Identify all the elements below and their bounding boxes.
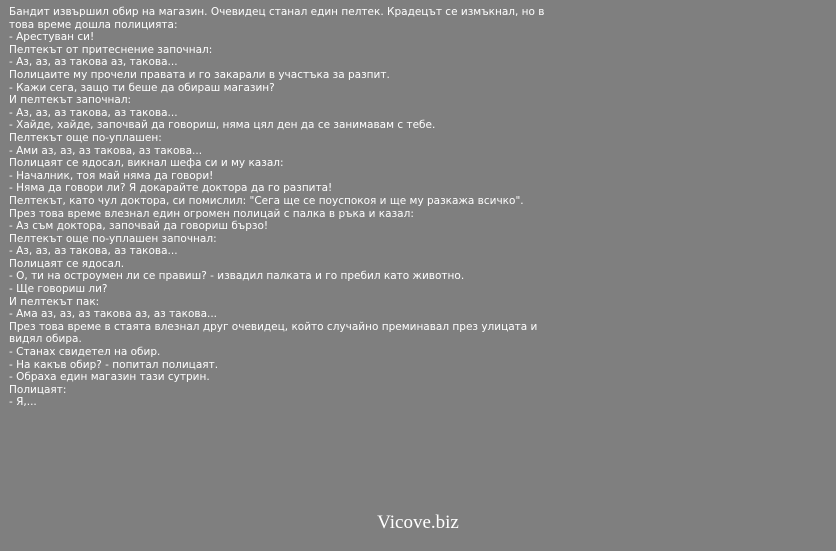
joke-text: Бандит извършил обир на магазин. Очевидец станал един пелтек. Крадецът се измъкнал, но в това време дошла полицията: - Арестуван си! Пелтекът от притеснение започнал: - Аз, аз, аз такова аз, такова... Полицаите му прочели правата и го закарали в участъка за разпит. - Кажи сега, защо ти беше да обираш магазин? И пелтекът започнал: - Аз, аз, аз такова, аз такова... - Хайде, хайде, започвай да говориш, няма цял ден да се занимавам с тебе. Пелтекът още по-уплашен: - Ами аз, аз, аз такова, аз такова... Полицаят се ядосал, викнал шефа си и му казал: - Началник, тоя май няма да говори! - Няма да говори ли? Я докарайте доктора да го разпита! Пелтекът, като чул доктора, си помислил: "Сега ще се поуспокоя и ще му разкажа всичко". През това време влезнал един огромен полицай с палка в ръка и казал: - Аз съм доктора, започвай да говориш бързо! Пелтекът още по-уплашен започнал: - Аз, аз, аз такова, аз такова... Полицаят се ядосал. - О, ти на остроумен ли се правиш? - извадил палката и го пребил като животно. - Ще говориш ли? И пелтекът пак: - Ама аз, аз, аз такова аз, аз такова... През това време в стаята влезнал друг очевидец, който случайно преминавал през улицата и видял обира. - Станах свидетел на обир. - На какъв обир? - попитал полицаят. - Обраха един магазин тази сутрин. Полицаят: - Я,...	[9, 6, 545, 409]
footer-brand: Vicove.biz	[377, 512, 459, 533]
